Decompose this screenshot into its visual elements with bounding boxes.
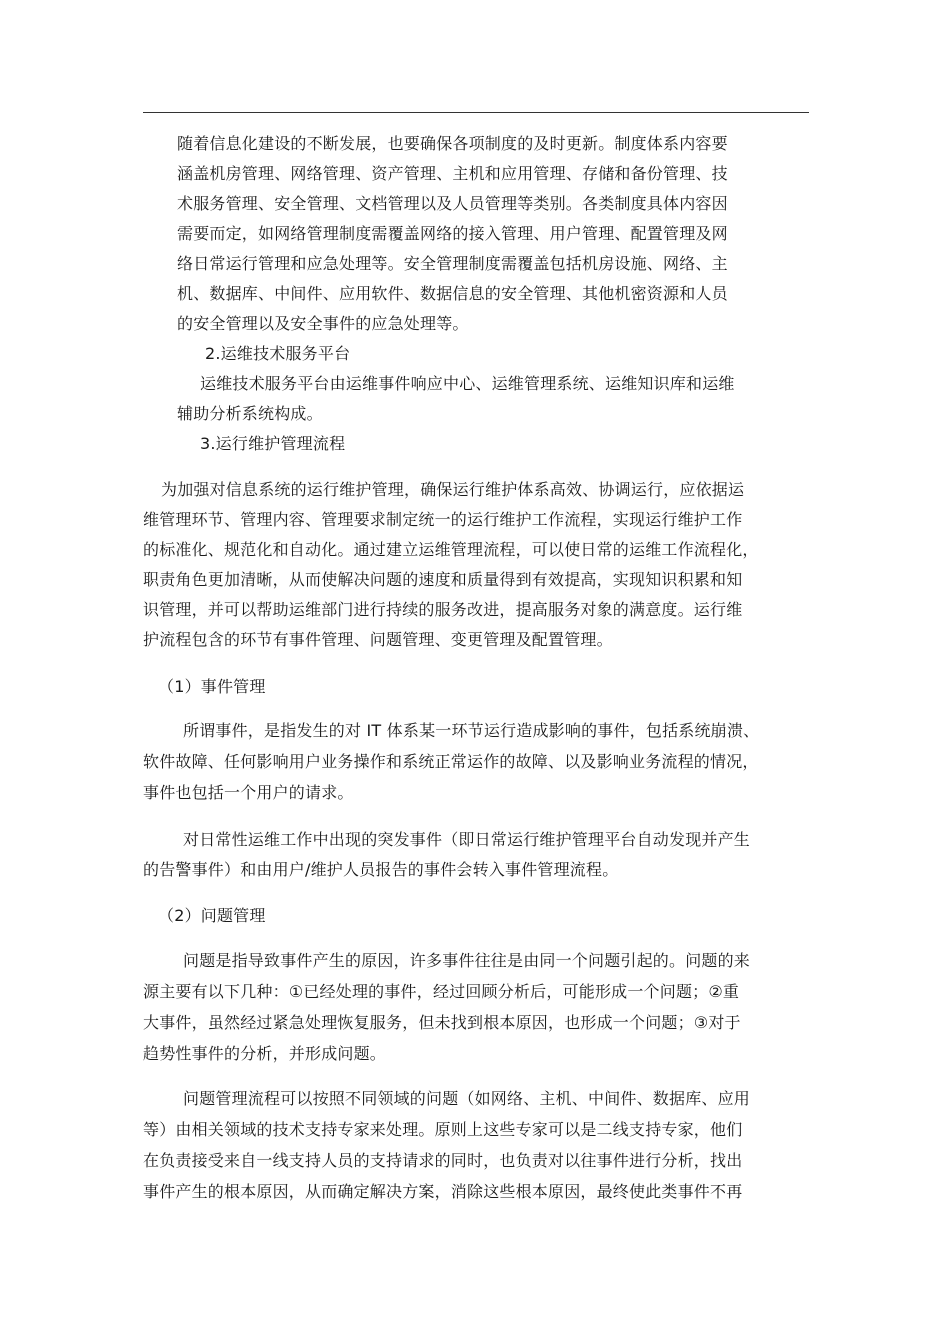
paragraph-line: 维管理环节、管理内容、管理要求制定统一的运行维护工作流程，实现运行维护工作	[143, 510, 743, 529]
paragraph-line: 络日常运行管理和应急处理等。安全管理制度需覆盖包括机房设施、网络、主	[177, 254, 728, 273]
paragraph-line: 辅助分析系统构成。	[177, 404, 323, 423]
subsection-heading: （1）事件管理	[158, 677, 266, 696]
paragraph-line: 机、数据库、中间件、应用软件、数据信息的安全管理、其他机密资源和人员	[177, 284, 728, 303]
paragraph-line: 涵盖机房管理、网络管理、资产管理、主机和应用管理、存储和备份管理、技	[177, 164, 728, 183]
paragraph-line: 问题是指导致事件产生的原因，许多事件往往是由同一个问题引起的。问题的来	[183, 951, 751, 970]
paragraph-line: 所谓事件，是指发生的对 IT 体系某一环节运行造成影响的事件，包括系统崩溃、	[183, 721, 760, 740]
section-heading: 3.运行维护管理流程	[200, 434, 346, 453]
paragraph-line: 的安全管理以及安全事件的应急处理等。	[177, 314, 469, 333]
paragraph-line: 软件故障、任何影响用户业务操作和系统正常运作的故障、以及影响业务流程的情况，	[143, 752, 759, 771]
paragraph-line: 的告警事件）和由用户/维护人员报告的事件会转入事件管理流程。	[143, 860, 619, 879]
paragraph-line: 在负责接受来自一线支持人员的支持请求的同时，也负责对以往事件进行分析，找出	[143, 1151, 743, 1170]
paragraph-line: 需要而定，如网络管理制度需覆盖网络的接入管理、用户管理、配置管理及网	[177, 224, 728, 243]
paragraph-line: 识管理，并可以帮助运维部门进行持续的服务改进，提高服务对象的满意度。运行维	[143, 600, 743, 619]
paragraph-line: 的标准化、规范化和自动化。通过建立运维管理流程，可以使日常的运维工作流程化，	[143, 540, 759, 559]
section-heading: 2.运维技术服务平台	[205, 344, 351, 363]
paragraph-line: 源主要有以下几种：①已经处理的事件，经过回顾分析后，可能形成一个问题；②重	[143, 982, 740, 1001]
paragraph-line: 职责角色更加清晰，从而使解决问题的速度和质量得到有效提高，实现知识积累和知	[143, 570, 743, 589]
paragraph-line: 为加强对信息系统的运行维护管理，确保运行维护体系高效、协调运行，应依据运	[161, 480, 745, 499]
paragraph-line: 大事件，虽然经过紧急处理恢复服务，但未找到根本原因，也形成一个问题；③对于	[143, 1013, 741, 1032]
paragraph-line: 对日常性运维工作中出现的突发事件（即日常运行维护管理平台自动发现并产生	[183, 830, 751, 849]
header-rule	[143, 112, 809, 113]
paragraph-line: 问题管理流程可以按照不同领域的问题（如网络、主机、中间件、数据库、应用	[183, 1089, 751, 1108]
paragraph-line: 运维技术服务平台由运维事件响应中心、运维管理系统、运维知识库和运维	[200, 374, 735, 393]
paragraph-line: 术服务管理、安全管理、文档管理以及人员管理等类别。各类制度具体内容因	[177, 194, 728, 213]
paragraph-line: 事件产生的根本原因，从而确定解决方案，消除这些根本原因，最终使此类事件不再	[143, 1182, 743, 1201]
paragraph-line: 护流程包含的环节有事件管理、问题管理、变更管理及配置管理。	[143, 630, 613, 649]
paragraph-line: 随着信息化建设的不断发展，也要确保各项制度的及时更新。制度体系内容要	[177, 134, 728, 153]
paragraph-line: 趋势性事件的分析，并形成问题。	[143, 1044, 387, 1063]
paragraph-line: 事件也包括一个用户的请求。	[143, 783, 354, 802]
subsection-heading: （2）问题管理	[158, 906, 266, 925]
paragraph-line: 等）由相关领域的技术支持专家来处理。原则上这些专家可以是二线支持专家，他们	[143, 1120, 743, 1139]
